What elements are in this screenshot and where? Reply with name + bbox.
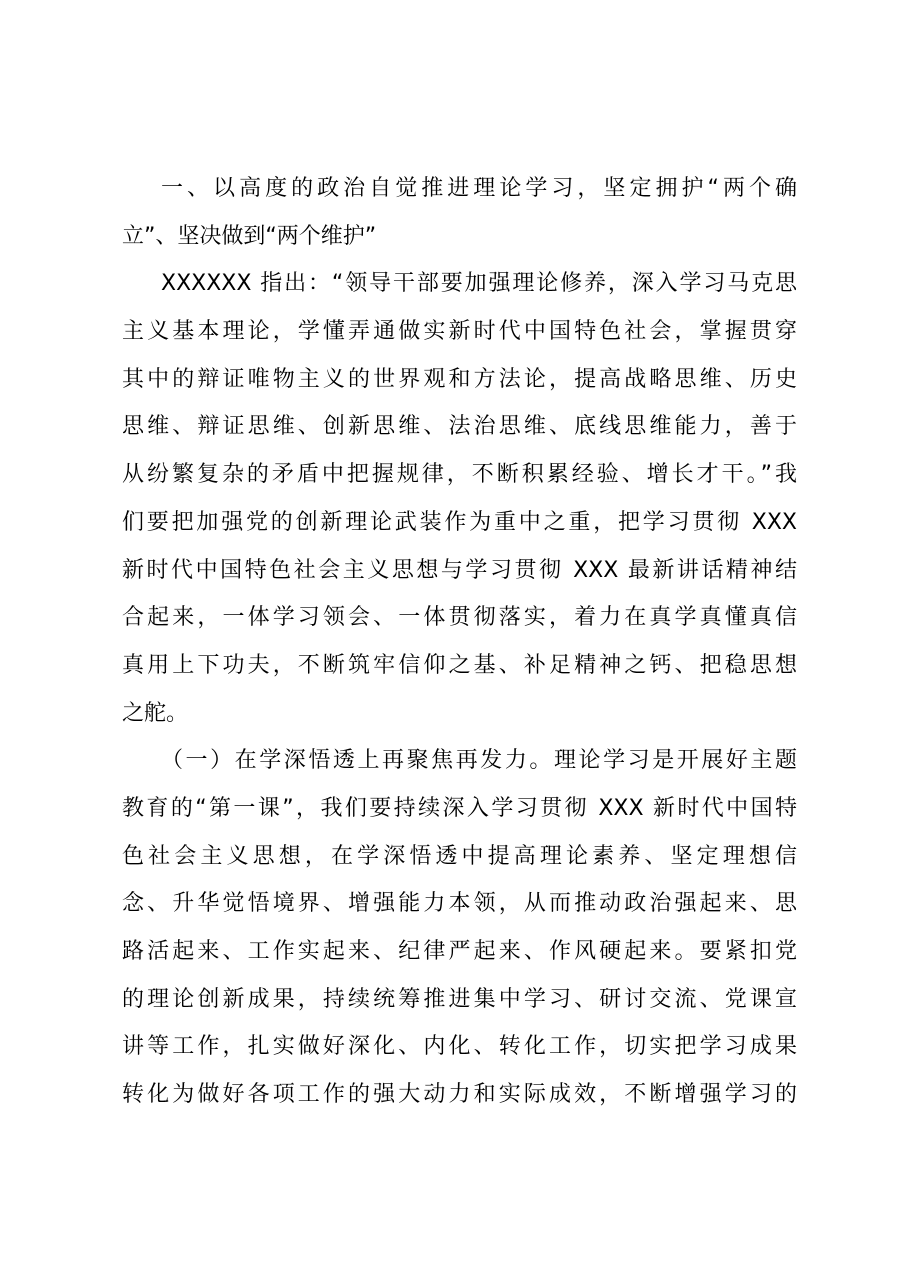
- section-line-4: 念、升华觉悟境界、增强能力本领，从而推动政治强起来、思: [122, 891, 797, 917]
- section-line-8: 转化为做好各项工作的强大动力和实际成效，不断增强学习的: [122, 1082, 797, 1108]
- section-line-5: 路活起来、工作实起来、纪律严起来、作风硬起来。要紧扣党: [122, 939, 797, 964]
- quote-line-6: 们要把加强党的创新理论武装作为重中之重，把学习贯彻 XXX: [122, 509, 797, 535]
- heading-line-2: 立”、坚决做到“两个维护”: [122, 223, 377, 249]
- quote-line-3: 其中的辩证唯物主义的世界观和方法论，提高战略思维、历史: [122, 366, 797, 392]
- section-line-2: 教育的“第一课”，我们要持续深入学习贯彻 XXX 新时代中国特: [122, 795, 797, 821]
- quote-line-4: 思维、辩证思维、创新思维、法治思维、底线思维能力，善于: [122, 414, 797, 440]
- section-line-7: 讲等工作，扎实做好深化、内化、转化工作，切实把学习成果: [122, 1034, 797, 1060]
- quote-line-2: 主义基本理论，学懂弄通做实新时代中国特色社会，掌握贯穿: [122, 319, 797, 345]
- document-body: [122, 165, 797, 1119]
- quote-line-7: 新时代中国特色社会主义思想与学习贯彻 XXX 最新讲话精神结: [122, 557, 797, 583]
- section-line-3: 色社会主义思想，在学深悟透中提高理论素养、坚定理想信: [122, 843, 797, 869]
- quote-line-1: XXXXXX 指出：“领导干部要加强理论修养，深入学习马克思: [161, 271, 797, 297]
- quote-line-8: 合起来，一体学习领会、一体贯彻落实，着力在真学真懂真信: [122, 605, 797, 631]
- quote-line-5: 从纷繁复杂的矛盾中把握规律，不断积累经验、增长才干。”我: [122, 462, 797, 488]
- section-line-6: 的理论创新成果，持续统筹推进集中学习、研讨交流、党课宣: [122, 986, 797, 1012]
- quote-line-10: 之舵。: [122, 700, 189, 726]
- section-line-1: （一）在学深悟透上再聚焦再发力。理论学习是开展好主题: [161, 748, 797, 774]
- quote-line-9: 真用上下功夫，不断筑牢信仰之基、补足精神之钙、把稳思想: [122, 652, 797, 678]
- heading-line-1: 一、以高度的政治自觉推进理论学习，坚定拥护“两个确: [161, 176, 797, 201]
